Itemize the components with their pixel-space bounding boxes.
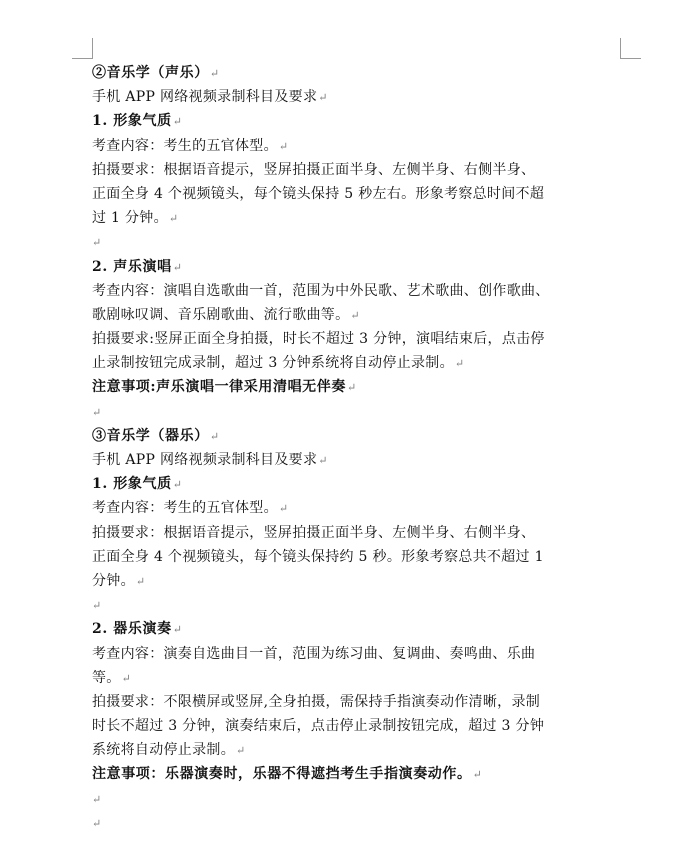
paragraph-mark-icon: ↵ xyxy=(318,454,328,467)
body-line: 考查内容：考生的五官体型。↵ xyxy=(92,137,289,154)
body-line: 分钟。↵ xyxy=(92,572,146,589)
item-title: 2. 器乐演奏↵ xyxy=(92,621,183,638)
empty-paragraph xyxy=(92,811,632,835)
empty-paragraph xyxy=(92,400,632,424)
body-line: 考查内容：考生的五官体型。↵ xyxy=(92,500,289,517)
document-body xyxy=(92,61,632,835)
paragraph-mark-icon: ↵ xyxy=(278,139,289,153)
item-title: 1. 形象气质↵ xyxy=(92,476,183,493)
page-corner-top-left xyxy=(72,38,93,59)
body-line: 系统将自动停止录制。↵ xyxy=(92,742,246,759)
body-line: 时长不超过 3 分钟，演奏结束后，点击停止录制按钮完成，超过 3 分钟 xyxy=(92,718,545,735)
empty-paragraph xyxy=(92,230,632,254)
body-line: 拍摄要求:竖屏正面全身拍摄，时长不超过 3 分钟，演唱结束后，点击停 xyxy=(92,331,545,348)
body-line: 拍摄要求：不限横屏或竖屏,全身拍摄，需保持手指演奏动作清晰，录制 xyxy=(92,693,541,710)
paragraph-mark-icon: ↵ xyxy=(168,212,179,226)
paragraph-mark-icon: ↵ xyxy=(172,260,183,274)
note-text: 注意事项:声乐演唱一律采用清唱无伴奏↵ xyxy=(92,379,357,396)
item-title: 1. 形象气质↵ xyxy=(92,113,183,130)
section-heading: ②音乐学（声乐）↵ xyxy=(92,65,220,81)
paragraph-mark-icon: ↵ xyxy=(172,478,183,492)
body-line: 考查内容：演唱自选歌曲一首，范围为中外民歌、艺术歌曲、创作歌曲、 xyxy=(92,282,550,299)
paragraph-mark-icon: ↵ xyxy=(92,792,102,806)
paragraph-mark-icon: ↵ xyxy=(472,768,483,782)
note-text: 注意事项：乐器演奏时，乐器不得遮挡考生手指演奏动作。↵ xyxy=(92,766,483,783)
paragraph-mark-icon: ↵ xyxy=(92,405,102,419)
paragraph-mark-icon: ↵ xyxy=(236,744,246,758)
paragraph-mark-icon: ↵ xyxy=(172,623,183,637)
body-line: 止录制按钮完成录制，超过 3 分钟系统将自动停止录制。↵ xyxy=(92,355,465,372)
paragraph-mark-icon: ↵ xyxy=(135,574,146,588)
body-line: 过 1 分钟。↵ xyxy=(92,210,179,227)
empty-paragraph xyxy=(92,787,632,811)
paragraph-mark-icon: ↵ xyxy=(92,599,102,613)
paragraph-mark-icon: ↵ xyxy=(350,308,360,322)
paragraph-mark-icon: ↵ xyxy=(92,816,102,830)
body-line: 考查内容：演奏自选曲目一首，范围为练习曲、复调曲、奏鸣曲、乐曲 xyxy=(92,645,536,662)
body-line: 拍摄要求：根据语音提示，竖屏拍摄正面半身、左侧半身、右侧半身、 xyxy=(92,161,536,178)
paragraph-mark-icon: ↵ xyxy=(278,502,289,516)
paragraph-mark-icon: ↵ xyxy=(92,236,102,250)
body-line: 正面全身 4 个视频镜头，每个镜头保持约 5 秒。形象考察总共不超过 1 xyxy=(92,548,544,565)
paragraph-mark-icon: ↵ xyxy=(209,429,220,443)
paragraph-mark-icon: ↵ xyxy=(318,91,328,105)
page-corner-top-right xyxy=(620,38,641,59)
section-subtitle: 手机 APP 网络视频录制科目及要求↵ xyxy=(92,89,328,106)
empty-paragraph xyxy=(92,593,632,617)
body-line: 等。↵ xyxy=(92,669,132,686)
paragraph-mark-icon: ↵ xyxy=(209,67,220,80)
paragraph-mark-icon: ↵ xyxy=(454,357,465,371)
section-subtitle: 手机 APP 网络视频录制科目及要求↵ xyxy=(92,452,328,468)
paragraph-mark-icon: ↵ xyxy=(172,115,183,129)
body-line: 拍摄要求：根据语音提示，竖屏拍摄正面半身、左侧半身、右侧半身、 xyxy=(92,524,536,541)
paragraph-mark-icon: ↵ xyxy=(121,671,132,685)
body-line: 正面全身 4 个视频镜头，每个镜头保持 5 秒左右。形象考察总时间不超 xyxy=(92,185,545,202)
section-heading: ③音乐学（器乐）↵ xyxy=(92,427,220,444)
body-line: 歌剧咏叹调、音乐剧歌曲、流行歌曲等。↵ xyxy=(92,306,360,323)
paragraph-mark-icon: ↵ xyxy=(346,381,357,395)
item-title: 2. 声乐演唱↵ xyxy=(92,258,183,275)
